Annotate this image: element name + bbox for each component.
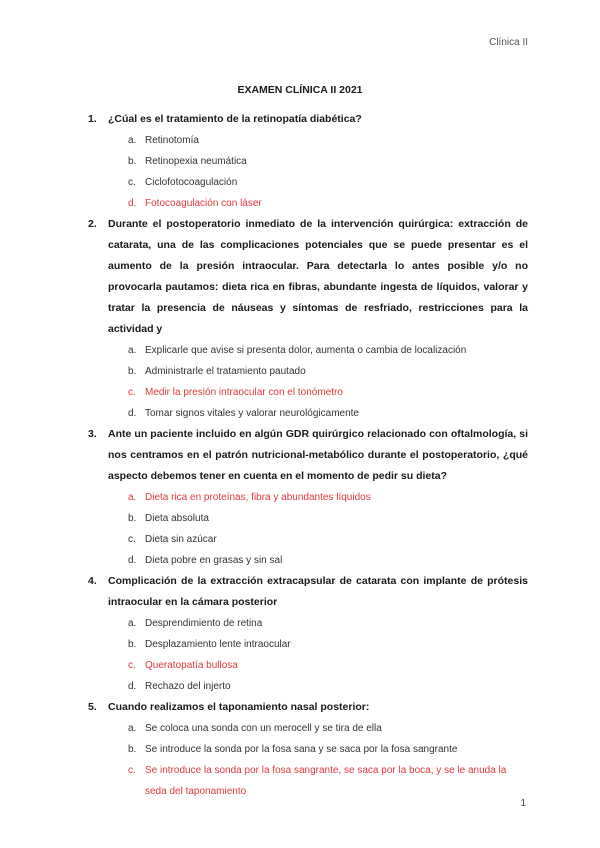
option-letter: b. — [128, 156, 137, 167]
option-letter: a. — [128, 618, 137, 629]
option-letter: c. — [128, 387, 136, 398]
option-letter: a. — [128, 135, 137, 146]
question-number: 5. — [88, 701, 97, 713]
option-text: Dieta rica en proteínas, fibra y abundantes líquidos — [145, 492, 371, 503]
option-text: Se coloca una sonda con un merocell y se tira de ella — [145, 723, 382, 734]
question-4 — [88, 571, 528, 613]
option-text: Explicarle que avise si presenta dolor, aumenta o cambia de localización — [145, 345, 467, 356]
question-text: Cuando realizamos el taponamiento nasal posterior: — [108, 701, 370, 713]
option-text: Rechazo del injerto — [145, 681, 231, 692]
option-text: Queratopatía bullosa — [145, 660, 238, 671]
option-c-correct — [88, 760, 528, 802]
option-a — [88, 718, 528, 739]
question-text: Durante el postoperatorio inmediato de la intervención quirúrgica: extracción de catarata, una de las complicaciones potenciales que se puede presentar es el aumento de la presión intraocular. Para detectarla lo antes posible y/o no provocarla pautamos: dieta rica en fibras, abundante ingesta de líquidos, valorar y tratar la presencia de náuseas y síntomas de resfriado, restricciones para la actividad y — [108, 218, 528, 335]
option-letter: c. — [128, 765, 136, 776]
option-letter: b. — [128, 744, 137, 755]
option-text: Desplazamiento lente intraocular — [145, 639, 291, 650]
option-text: Dieta sin azúcar — [145, 534, 217, 545]
option-b — [88, 151, 528, 172]
option-c-correct — [88, 382, 528, 403]
option-a-correct — [88, 487, 528, 508]
option-b — [88, 361, 528, 382]
question-5 — [88, 697, 528, 718]
option-text: Tomar signos vitales y valorar neurológicamente — [145, 408, 359, 419]
option-list — [88, 718, 528, 802]
question-2 — [88, 214, 528, 340]
option-letter: b. — [128, 513, 137, 524]
option-list — [88, 487, 528, 571]
page-number: 1 — [520, 798, 526, 809]
option-letter: c. — [128, 534, 136, 545]
option-text: Retinopexia neumática — [145, 156, 247, 167]
question-1 — [88, 109, 528, 130]
option-c — [88, 529, 528, 550]
option-b — [88, 739, 528, 760]
option-letter: d. — [128, 408, 137, 419]
option-letter: a. — [128, 345, 137, 356]
option-letter: a. — [128, 492, 137, 503]
option-letter: d. — [128, 198, 137, 209]
question-number: 4. — [88, 575, 97, 587]
option-a — [88, 130, 528, 151]
header-course: Clínica II — [489, 37, 528, 48]
option-d — [88, 676, 528, 697]
option-list — [88, 130, 528, 214]
option-a — [88, 340, 528, 361]
option-text: Desprendimiento de retina — [145, 618, 263, 629]
option-text: Fotocoagulación con láser — [145, 198, 262, 209]
option-text: Se introduce la sonda por la fosa sangrante, se saca por la boca, y se le anuda la seda del taponamiento — [145, 765, 507, 797]
question-number: 2. — [88, 218, 97, 230]
option-c — [88, 172, 528, 193]
option-text: Administrarle el tratamiento pautado — [145, 366, 306, 377]
option-a — [88, 613, 528, 634]
option-c-correct — [88, 655, 528, 676]
question-text: Ante un paciente incluido en algún GDR quirúrgico relacionado con oftalmología, si nos centramos en el patrón nutricional-metabólico durante el postoperatorio, ¿qué aspecto debemos tener en cuenta en el momento de pedir su dieta? — [108, 428, 528, 482]
option-d — [88, 550, 528, 571]
option-text: Dieta pobre en grasas y sin sal — [145, 555, 283, 566]
option-letter: d. — [128, 681, 137, 692]
option-text: Medir la presión intraocular con el tonómetro — [145, 387, 343, 398]
exam-content — [88, 109, 528, 802]
question-number: 3. — [88, 428, 97, 440]
option-letter: b. — [128, 639, 137, 650]
option-letter: d. — [128, 555, 137, 566]
question-text: Complicación de la extracción extracapsular de catarata con implante de prótesis intraocular en la cámara posterior — [108, 575, 528, 608]
question-number: 1. — [88, 113, 97, 125]
option-list — [88, 340, 528, 424]
option-letter: c. — [128, 660, 136, 671]
option-text: Ciclofotocoagulación — [145, 177, 238, 188]
option-text: Se introduce la sonda por la fosa sana y se saca por la fosa sangrante — [145, 744, 458, 755]
option-letter: b. — [128, 366, 137, 377]
option-list — [88, 613, 528, 697]
question-3 — [88, 424, 528, 487]
option-b — [88, 508, 528, 529]
option-letter: a. — [128, 723, 137, 734]
option-b — [88, 634, 528, 655]
option-d — [88, 403, 528, 424]
option-text: Dieta absoluta — [145, 513, 209, 524]
option-text: Retinotomía — [145, 135, 199, 146]
question-text: ¿Cúal es el tratamiento de la retinopatía diabética? — [108, 113, 362, 125]
option-d-correct — [88, 193, 528, 214]
page-title: EXAMEN CLÍNICA II 2021 — [237, 84, 363, 96]
option-letter: c. — [128, 177, 136, 188]
